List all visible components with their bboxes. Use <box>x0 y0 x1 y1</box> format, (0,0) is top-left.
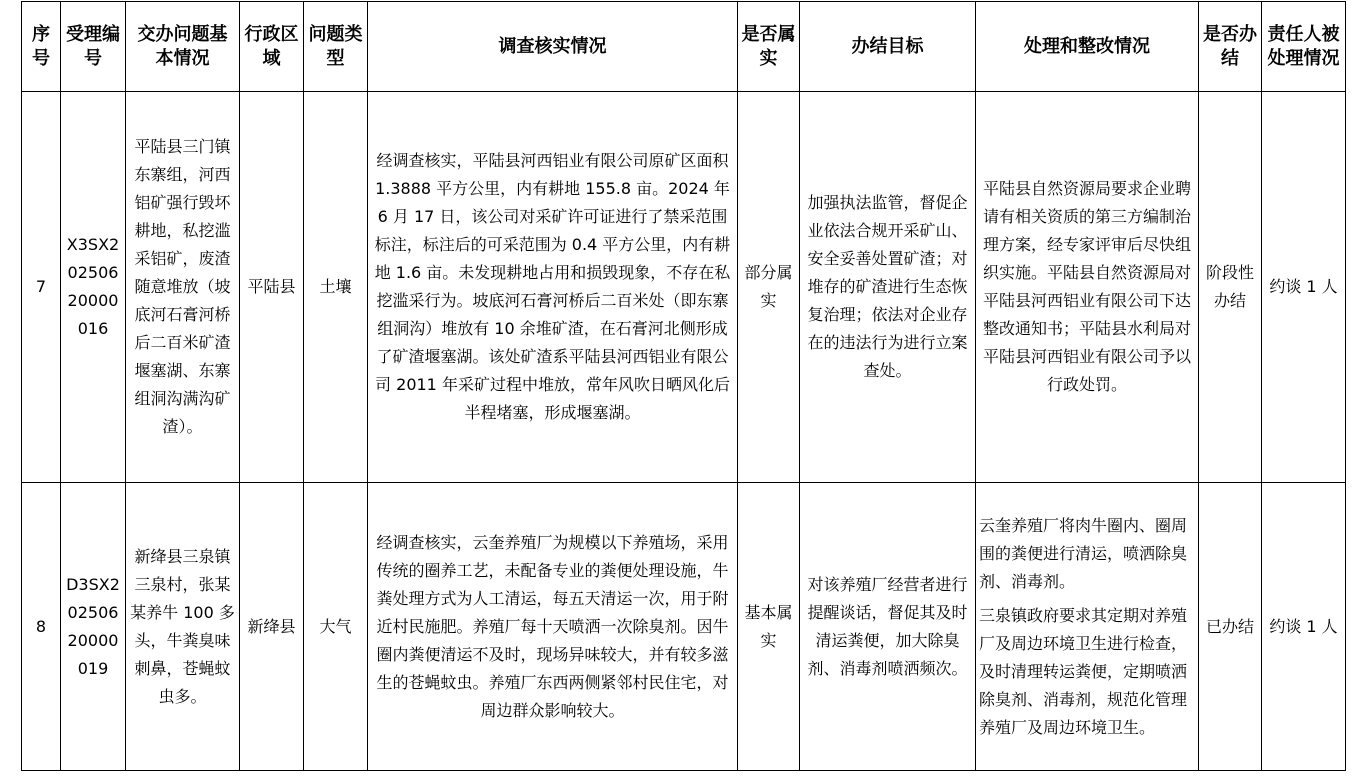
cell-accept-no: D3SX20250620000019 <box>61 483 126 771</box>
cell-accountability: 约谈 1 人 <box>1262 92 1346 483</box>
cell-issue: 平陆县三门镇东寨组，河西铝矿强行毁坏耕地，私挖滥采铝矿，废渣随意堆放（坡底河石膏河桥后二百米矿渣堰塞湖、东寨组洞沟满沟矿渣）。 <box>126 92 240 483</box>
table-row <box>22 92 1346 483</box>
cell-accountability: 约谈 1 人 <box>1262 483 1346 771</box>
header-investigation: 调查核实情况 <box>368 2 738 92</box>
cell-investigation: 经调查核实，平陆县河西铝业有限公司原矿区面积 1.3888 平方公里，内有耕地 155.8 亩。2024 年 6 月 17 日，该公司对采矿许可证进行了禁采范围标注，标注后的可采范围为 0.4 平方公里，内有耕地 1.6 亩。未发现耕地占用和损毁现象，不存在私挖滥采行为。坡底河石膏河桥后二百米处（即东寨组洞沟）堆放有 10 余堆矿渣，在石膏河北侧形成了矿渣堰塞湖。该处矿渣系平陆县河西铝业有限公司 2011 年采矿过程中堆放，常年风吹日晒风化后半程堵塞，形成堰塞湖。 <box>368 92 738 483</box>
handling-paragraph: 三泉镇政府要求其定期对养殖厂及周边环境卫生进行检查，及时清理转运粪便，定期喷洒除臭剂、消毒剂，规范化管理养殖厂及周边环境卫生。 <box>979 605 1188 737</box>
cell-region: 平陆县 <box>240 92 304 483</box>
header-region: 行政区域 <box>240 2 304 92</box>
header-type: 问题类型 <box>304 2 368 92</box>
supervision-table <box>21 1 1346 771</box>
cell-closed: 阶段性办结 <box>1199 92 1262 483</box>
header-accountability: 责任人被处理情况 <box>1262 2 1346 92</box>
header-goal: 办结目标 <box>800 2 976 92</box>
cell-region: 新绛县 <box>240 483 304 771</box>
header-closed: 是否办结 <box>1199 2 1262 92</box>
handling-paragraph: 平陆县自然资源局要求企业聘请有相关资质的第三方编制治理方案，经专家评审后尽快组织实施。平陆县自然资源局对平陆县河西铝业有限公司下达整改通知书；平陆县水利局对平陆县河西铝业有限公司予以行政处罚。 <box>982 179 1191 394</box>
table-row <box>22 483 1346 771</box>
cell-accept-no: X3SX20250620000016 <box>61 92 126 483</box>
header-seq: 序号 <box>22 2 61 92</box>
header-accept-no: 受理编号 <box>61 2 126 92</box>
cell-handling <box>976 483 1199 771</box>
header-row <box>22 2 1346 92</box>
cell-investigation: 经调查核实，云奎养殖厂为规模以下养殖场，采用传统的圈养工艺，未配备专业的粪便处理设施，牛粪处理方式为人工清运，每五天清运一次，用于附近村民施肥。养殖厂每十天喷洒一次除臭剂。因牛圈内粪便清运不及时，现场异味较大，并有较多滋生的苍蝇蚊虫。养殖厂东西两侧紧邻村民住宅，对周边群众影响较大。 <box>368 483 738 771</box>
cell-goal: 对该养殖厂经营者进行提醒谈话，督促其及时清运粪便，加大除臭剂、消毒剂喷洒频次。 <box>800 483 976 771</box>
cell-is-true: 部分属实 <box>738 92 800 483</box>
handling-paragraph: 云奎养殖厂将肉牛圈内、圈周围的粪便进行清运，喷洒除臭剂、消毒剂。 <box>979 515 1188 591</box>
header-issue: 交办问题基本情况 <box>126 2 240 92</box>
cell-closed: 已办结 <box>1199 483 1262 771</box>
cell-goal: 加强执法监管，督促企业依法合规开采矿山、安全妥善处置矿渣；对堆存的矿渣进行生态恢复治理；依法对企业存在的违法行为进行立案查处。 <box>800 92 976 483</box>
cell-type: 土壤 <box>304 92 368 483</box>
cell-issue: 新绛县三泉镇三泉村，张某某养牛 100 多头，牛粪臭味刺鼻，苍蝇蚊虫多。 <box>126 483 240 771</box>
cell-is-true: 基本属实 <box>738 483 800 771</box>
cell-seq: 8 <box>22 483 61 771</box>
cell-handling <box>976 92 1199 483</box>
header-handling: 处理和整改情况 <box>976 2 1199 92</box>
cell-type: 大气 <box>304 483 368 771</box>
cell-seq: 7 <box>22 92 61 483</box>
header-is-true: 是否属实 <box>738 2 800 92</box>
